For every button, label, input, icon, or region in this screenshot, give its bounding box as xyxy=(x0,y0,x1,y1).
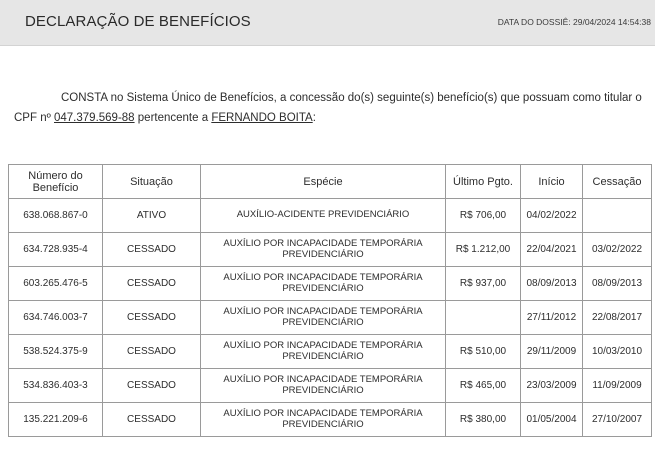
cell-numero-beneficio: 638.068.867-0 xyxy=(9,199,103,233)
cell-especie: AUXÍLIO POR INCAPACIDADE TEMPORÁRIA PREVIDENCIÁRIO xyxy=(201,369,446,403)
intro-text-middle: pertencente a xyxy=(134,112,212,124)
table-row xyxy=(9,199,652,233)
cell-situacao: ATIVO xyxy=(103,199,201,233)
cell-situacao: CESSADO xyxy=(103,335,201,369)
page-header xyxy=(0,0,655,46)
cell-inicio: 01/05/2004 xyxy=(521,403,583,437)
cell-situacao: CESSADO xyxy=(103,403,201,437)
table-row xyxy=(9,267,652,301)
header-cessacao: Cessação xyxy=(583,165,652,199)
cell-inicio: 23/03/2009 xyxy=(521,369,583,403)
table-header-row xyxy=(9,165,652,199)
cell-ultimo-pgto xyxy=(446,301,521,335)
header-ultimo-pgto: Último Pgto. xyxy=(446,165,521,199)
cell-inicio: 27/11/2012 xyxy=(521,301,583,335)
cell-especie: AUXÍLIO-ACIDENTE PREVIDENCIÁRIO xyxy=(201,199,446,233)
cell-ultimo-pgto: R$ 380,00 xyxy=(446,403,521,437)
dossier-date: DATA DO DOSSIÊ: 29/04/2024 14:54:38 xyxy=(497,17,651,27)
cell-especie: AUXÍLIO POR INCAPACIDADE TEMPORÁRIA PREVIDENCIÁRIO xyxy=(201,335,446,369)
cell-numero-beneficio: 534.836.403-3 xyxy=(9,369,103,403)
cell-numero-beneficio: 603.265.476-5 xyxy=(9,267,103,301)
intro-text-end: : xyxy=(312,112,316,124)
table-row xyxy=(9,233,652,267)
table-row xyxy=(9,369,652,403)
cell-situacao: CESSADO xyxy=(103,267,201,301)
cell-cessacao: 10/03/2010 xyxy=(583,335,652,369)
cell-cessacao: 03/02/2022 xyxy=(583,233,652,267)
cell-numero-beneficio: 634.746.003-7 xyxy=(9,301,103,335)
header-numero-beneficio: Número do Benefício xyxy=(9,165,103,199)
cell-ultimo-pgto: R$ 937,00 xyxy=(446,267,521,301)
cell-especie: AUXÍLIO POR INCAPACIDADE TEMPORÁRIA PREVIDENCIÁRIO xyxy=(201,301,446,335)
cell-cessacao: 22/08/2017 xyxy=(583,301,652,335)
cell-ultimo-pgto: R$ 465,00 xyxy=(446,369,521,403)
cell-inicio: 29/11/2009 xyxy=(521,335,583,369)
cell-cessacao xyxy=(583,199,652,233)
cell-especie: AUXÍLIO POR INCAPACIDADE TEMPORÁRIA PREVIDENCIÁRIO xyxy=(201,267,446,301)
cpf-number: 047.379.569-88 xyxy=(54,112,135,124)
table-row xyxy=(9,335,652,369)
cell-especie: AUXÍLIO POR INCAPACIDADE TEMPORÁRIA PREVIDENCIÁRIO xyxy=(201,233,446,267)
cell-ultimo-pgto: R$ 510,00 xyxy=(446,335,521,369)
cell-especie: AUXÍLIO POR INCAPACIDADE TEMPORÁRIA PREVIDENCIÁRIO xyxy=(201,403,446,437)
cell-inicio: 22/04/2021 xyxy=(521,233,583,267)
intro-paragraph xyxy=(14,88,644,128)
header-inicio: Início xyxy=(521,165,583,199)
cell-numero-beneficio: 538.524.375-9 xyxy=(9,335,103,369)
cell-cessacao: 08/09/2013 xyxy=(583,267,652,301)
table-row xyxy=(9,301,652,335)
holder-name: FERNANDO BOITA xyxy=(211,112,313,124)
cell-inicio: 08/09/2013 xyxy=(521,267,583,301)
cell-ultimo-pgto: R$ 706,00 xyxy=(446,199,521,233)
cell-numero-beneficio: 135.221.209-6 xyxy=(9,403,103,437)
cell-numero-beneficio: 634.728.935-4 xyxy=(9,233,103,267)
cell-situacao: CESSADO xyxy=(103,369,201,403)
cell-cessacao: 11/09/2009 xyxy=(583,369,652,403)
page-title: DECLARAÇÃO DE BENEFÍCIOS xyxy=(25,13,251,30)
cell-situacao: CESSADO xyxy=(103,233,201,267)
cell-cessacao: 27/10/2007 xyxy=(583,403,652,437)
header-especie: Espécie xyxy=(201,165,446,199)
intro-text: CONSTA no Sistema Único de Benefícios, a concessão do(s) seguinte(s) benefício(s) que possuam como titular o CPF nº xyxy=(14,92,642,124)
header-situacao: Situação xyxy=(103,165,201,199)
benefits-table xyxy=(8,164,652,437)
cell-situacao: CESSADO xyxy=(103,301,201,335)
cell-inicio: 04/02/2022 xyxy=(521,199,583,233)
table-row xyxy=(9,403,652,437)
cell-ultimo-pgto: R$ 1.212,00 xyxy=(446,233,521,267)
